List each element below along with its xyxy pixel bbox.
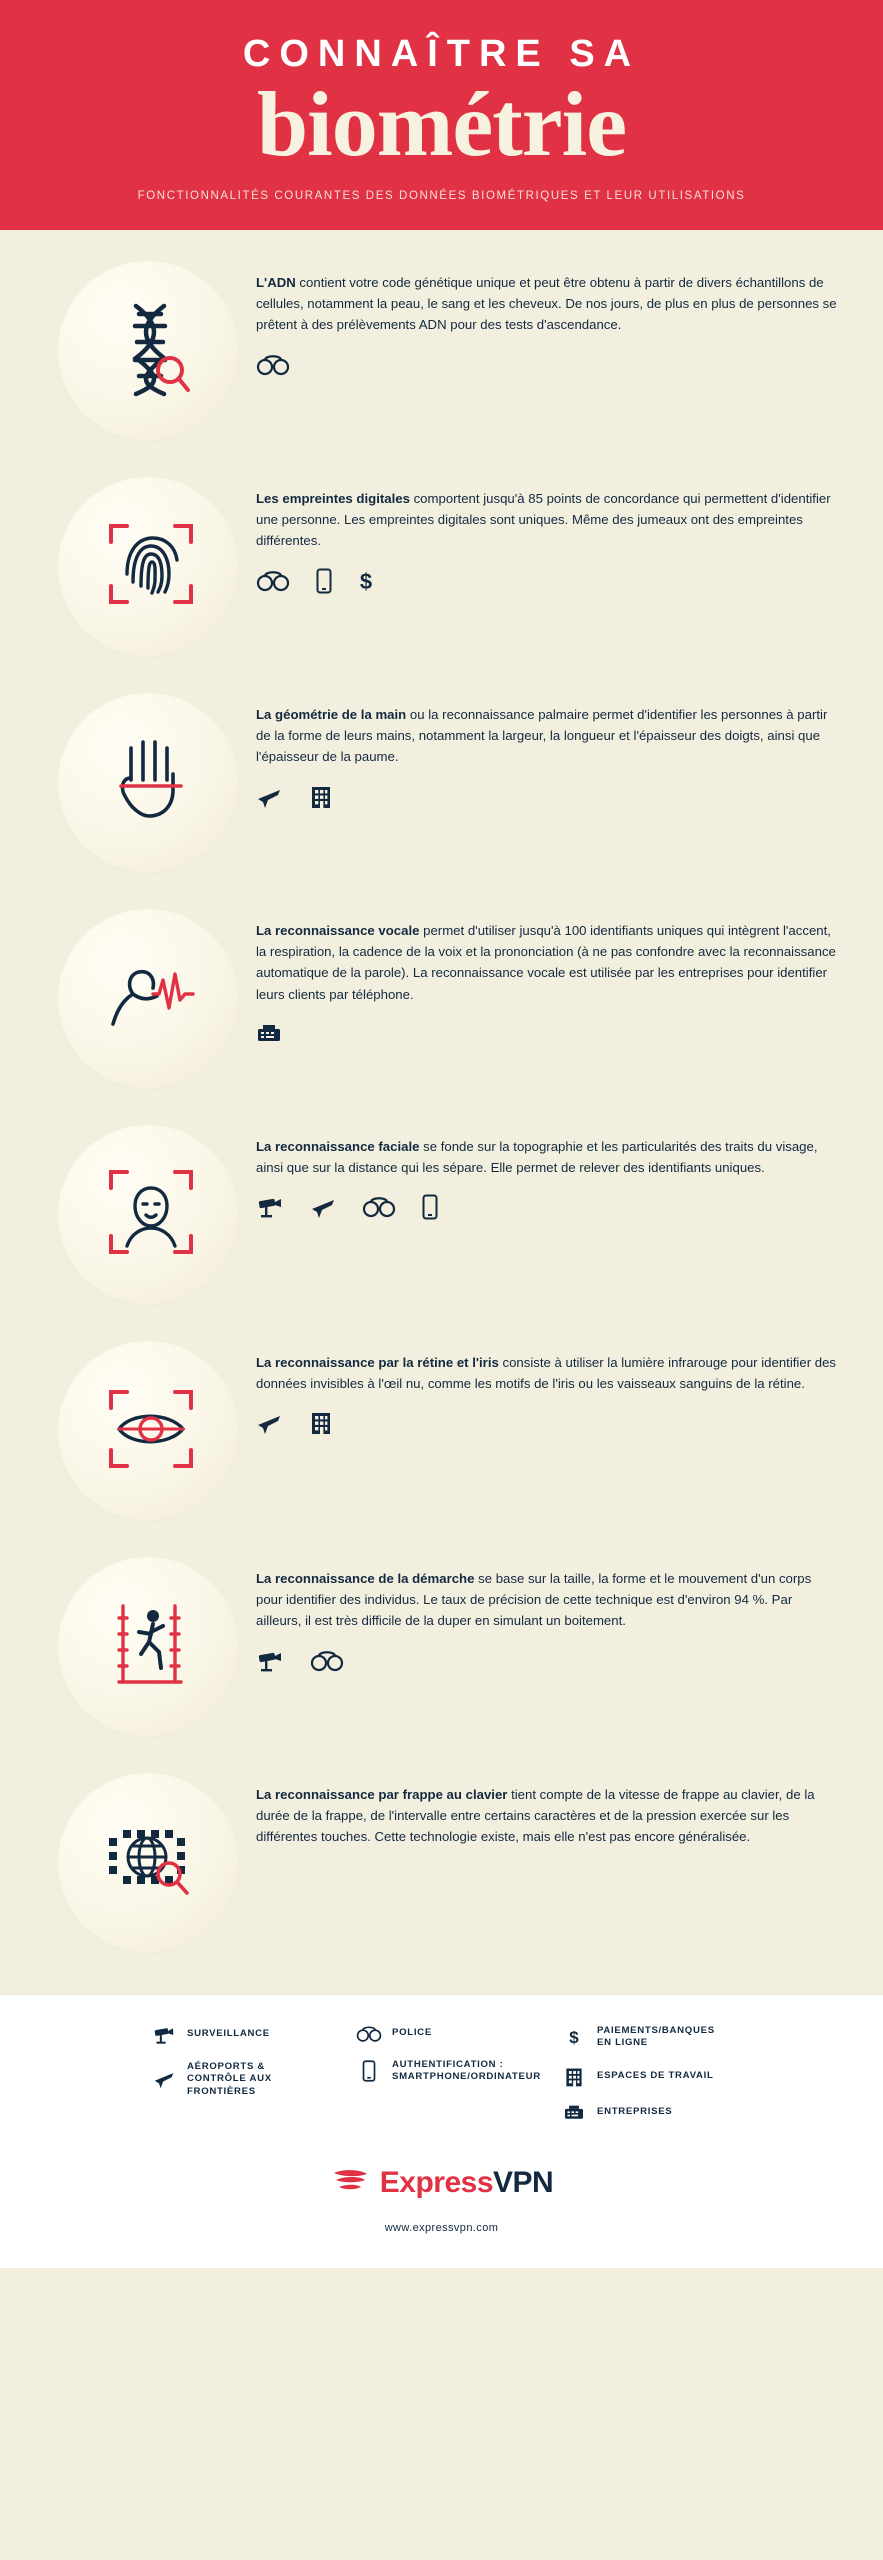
brand-vpn: VPN	[493, 2165, 554, 2199]
item-text-col	[256, 1120, 845, 1221]
item-tags	[256, 1648, 841, 1674]
item-icon-wrap	[46, 1552, 256, 1742]
airplane-icon	[256, 784, 282, 810]
legend-label: ENTREPRISES	[597, 2106, 673, 2118]
item-tags	[256, 1194, 841, 1220]
handcuffs-icon	[310, 1650, 344, 1672]
smartphone-icon	[356, 2060, 382, 2082]
item-text-col	[256, 1768, 845, 1890]
item-icon-wrap	[46, 1768, 256, 1958]
item-body: se fonde sur la topographie et les particularités des traits du visage, ainsi que sur la distance qui les sépare. Elle permet de relever des identifiants uniques.	[256, 1138, 818, 1175]
legend-label: AÉROPORTS & CONTRÔLE AUX FRONTIÈRES	[187, 2060, 272, 2097]
item-description	[256, 704, 841, 768]
surveillance-camera-icon	[256, 1649, 284, 1673]
item-tags	[256, 568, 841, 594]
smartphone-icon	[316, 568, 332, 594]
item-icon-wrap	[46, 1120, 256, 1310]
item-lead: La reconnaissance par frappe au clavier	[256, 1786, 508, 1802]
legend-item-payments	[561, 2025, 732, 2050]
item-body: permet d'utiliser jusqu'à 100 identifiants uniques qui intègrent l'accent, la respiration, la cadence de la voix et la prononciation (à ne pas confondre avec la reconnaissance automatique de la parole). La reconnaissance vocale est utilisée par les entreprises pour identifier leurs clients par téléphone.	[256, 922, 836, 1002]
item-description	[256, 1784, 841, 1848]
legend-label: SURVEILLANCE	[187, 2028, 270, 2040]
item-description	[256, 488, 841, 552]
list-item	[0, 256, 883, 446]
item-description	[256, 1136, 841, 1179]
item-body: ou la reconnaissance palmaire permet d'identifier les personnes à partir de la forme de leurs mains, notamment la largeur, la longueur et l'épaisseur des doigts, ainsi que l'épaisseur de la paume.	[256, 706, 828, 765]
list-item	[0, 688, 883, 878]
legend-item-workspaces	[561, 2066, 732, 2088]
office-building-icon	[308, 1410, 334, 1436]
brand-logo[interactable]	[0, 2166, 883, 2200]
website-url[interactable]: www.expressvpn.com	[384, 2221, 499, 2234]
item-tags	[256, 1021, 841, 1047]
item-text-col	[256, 472, 845, 594]
handcuffs-icon	[362, 1196, 396, 1218]
item-description	[256, 1568, 841, 1632]
legend-item-enterprises	[561, 2104, 732, 2122]
list-item	[0, 904, 883, 1094]
item-body: comportent jusqu'à 85 points de concordance qui permettent d'identifier une personne. Les empreintes digitales sont uniques. Même des jumeaux ont des empreintes différentes.	[256, 490, 831, 549]
handcuffs-icon	[256, 354, 290, 376]
item-description	[256, 272, 841, 336]
item-lead: Les empreintes digitales	[256, 490, 410, 506]
item-icon-wrap	[46, 904, 256, 1094]
item-text-col	[256, 1336, 845, 1437]
item-lead: La reconnaissance de la démarche	[256, 1570, 475, 1586]
item-tags	[256, 784, 841, 810]
legend-label: ESPACES DE TRAVAIL	[597, 2070, 714, 2082]
item-tags	[256, 1410, 841, 1436]
item-text-col	[256, 1552, 845, 1674]
item-icon-wrap	[46, 1336, 256, 1526]
legend	[0, 1994, 883, 2140]
svg-text:$: $	[569, 2028, 579, 2048]
legend-item-surveillance	[151, 2025, 322, 2045]
item-body: tient compte de la vitesse de frappe au clavier, de la durée de la frappe, de l'intervalle entre certains caractères et de la pression exercée sur les différentes touches. Cette technologie existe, mais elle n'est pas encore généralisée.	[256, 1786, 815, 1845]
list-item	[0, 1120, 883, 1310]
enterprise-icon	[256, 1023, 282, 1045]
dna-magnifier-icon	[108, 298, 194, 403]
page-header	[0, 0, 883, 230]
page-title: biométrie	[256, 72, 627, 175]
item-text-col	[256, 904, 845, 1048]
header-subtitle: FONCTIONNALITÉS COURANTES DES DONNÉES BIOMÉTRIQUES ET LEUR UTILISATIONS	[137, 189, 746, 202]
list-item	[0, 1552, 883, 1742]
item-tags	[256, 352, 841, 378]
item-lead: La reconnaissance par la rétine et l'iris	[256, 1354, 499, 1370]
list-item	[0, 1768, 883, 1958]
item-icon-wrap	[46, 472, 256, 662]
item-lead: La reconnaissance vocale	[256, 922, 420, 938]
surveillance-camera-icon	[256, 1195, 284, 1219]
item-description	[256, 1352, 841, 1395]
item-lead: La reconnaissance faciale	[256, 1138, 420, 1154]
airplane-icon	[151, 2068, 177, 2090]
brand-name	[380, 2166, 553, 2200]
legend-column	[356, 2025, 541, 2122]
legend-item-police	[356, 2025, 527, 2043]
keystroke-magnifier-icon	[101, 1816, 201, 1909]
item-text-col	[256, 688, 845, 810]
brand-express: Express	[379, 2165, 494, 2199]
eye-iris-scan-icon	[103, 1382, 199, 1479]
legend-column	[561, 2025, 732, 2122]
item-lead: L'ADN	[256, 274, 296, 290]
item-lead: La géométrie de la main	[256, 706, 407, 722]
gait-walking-icon	[105, 1596, 197, 1697]
smartphone-icon	[422, 1194, 438, 1220]
handcuffs-icon	[356, 2025, 382, 2043]
list-item	[0, 1336, 883, 1526]
expressvpn-mark-icon	[330, 2166, 370, 2199]
item-icon-wrap	[46, 256, 256, 446]
legend-item-authentication	[356, 2058, 541, 2084]
office-building-icon	[561, 2066, 587, 2088]
legend-label: PAIEMENTS/BANQUES EN LIGNE	[597, 2024, 715, 2049]
item-description	[256, 920, 841, 1006]
item-body: consiste à utiliser la lumière infrarouge pour identifier des données invisibles à l'œil nu, comme les motifs de l'iris ou les vaisseaux sanguins de la rétine.	[256, 1354, 837, 1391]
legend-grid	[46, 2025, 837, 2122]
dollar-icon	[561, 2026, 587, 2048]
legend-label: AUTHENTIFICATION : SMARTPHONE/ORDINATEUR	[392, 2058, 541, 2083]
voice-waveform-icon	[101, 952, 201, 1045]
item-text-col	[256, 256, 845, 378]
legend-column	[151, 2025, 322, 2122]
enterprise-icon	[561, 2104, 587, 2122]
airplane-icon	[310, 1194, 336, 1220]
hand-geometry-icon	[105, 734, 197, 831]
handcuffs-icon	[256, 570, 290, 592]
list-item	[0, 472, 883, 662]
item-tags	[256, 1864, 841, 1890]
dollar-icon	[358, 568, 374, 594]
item-icon-wrap	[46, 688, 256, 878]
page-footer	[0, 2140, 883, 2268]
legend-item-airports	[151, 2061, 322, 2098]
items-list	[0, 230, 883, 1994]
face-recognition-icon	[103, 1164, 199, 1265]
surveillance-camera-icon	[151, 2025, 177, 2045]
svg-text:$: $	[359, 568, 373, 594]
fingerprint-icon	[103, 516, 199, 617]
legend-label: POLICE	[392, 2027, 432, 2039]
header-kicker: CONNAÎTRE SA	[242, 33, 641, 75]
office-building-icon	[308, 784, 334, 810]
item-body: contient votre code génétique unique et peut être obtenu à partir de divers échantillons de cellules, notamment la peau, le sang et les cheveux. De nos jours, de plus en plus de personnes se prêtent à des prélèvements ADN pour des tests d'ascendance.	[256, 274, 837, 333]
item-body: se base sur la taille, la forme et le mouvement d'un corps pour identifier des individus. Le taux de précision de cette technique est d'environ 94 %. Par ailleurs, il est très difficile de la duper en simulant un boitement.	[256, 1570, 812, 1629]
airplane-icon	[256, 1410, 282, 1436]
